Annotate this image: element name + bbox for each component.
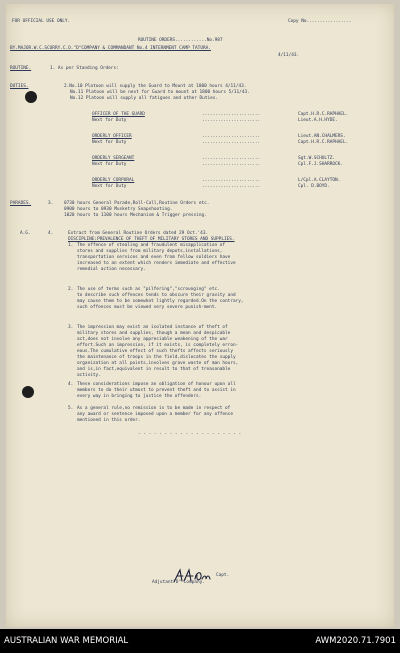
duties-line: 2.No.10 Platoon will supply the Guard to Mount at 1800 hours 4/11/43. bbox=[64, 84, 247, 89]
duty-dots: ...................... bbox=[202, 134, 261, 139]
parades-line: 0730 hours General Parade,Roll-Call,Routine Orders etc. bbox=[64, 201, 210, 206]
duty-next-label: Next for Duty bbox=[92, 118, 127, 123]
routine-text: 1. As per Standing Orders: bbox=[50, 66, 119, 71]
duty-next-name: Cpl.F.J.SHARROCK. bbox=[298, 162, 343, 167]
archive-reference: AWM2020.71.7901 bbox=[315, 636, 396, 646]
duty-next-name: Cpl. D.BOYD. bbox=[298, 184, 330, 189]
routine-label: ROUTINE. bbox=[10, 66, 32, 71]
duty-next-label: Next for Duty bbox=[92, 184, 127, 189]
archive-footer bbox=[0, 629, 400, 653]
duty-dots: ...................... bbox=[202, 140, 261, 145]
paragraph-line: to describe such offences tends to obscure their gravity and bbox=[77, 293, 236, 298]
paragraph-line: organization at all points,involves grave waste of man hours, bbox=[77, 361, 239, 366]
paragraph-line: such offences must be viewed very severe punish-ment. bbox=[77, 305, 218, 310]
duties-line: No.12 Platoon will supply all fatigues and other Duties. bbox=[70, 96, 219, 101]
paragraph-line: increased to an extent which renders immediate and effective bbox=[77, 261, 236, 266]
by-line: BY.MAJOR.W.C.SCURRY.C.O."D"COMPANY & COMMANDANT No.4 INTERNMENT CAMP TATURA. bbox=[10, 46, 211, 51]
duties-label: DUTIES. bbox=[10, 84, 29, 89]
paragraph-line: act,does not involve any appreciable weakening of the war bbox=[77, 337, 228, 342]
paragraph-line: effort.Such an impression, if it exists, is completely erron- bbox=[77, 343, 239, 348]
punch-hole bbox=[25, 91, 37, 103]
paragraph-line: every way in bringing to justice the offenders. bbox=[77, 394, 202, 399]
parades-label: PARADES. bbox=[10, 201, 32, 206]
paragraph-line: and is,in fact,equivalent in result to that of treasonable bbox=[77, 367, 231, 372]
duty-dots: ...................... bbox=[202, 162, 261, 167]
duty-name: Capt.H.R.C.RAPHAEL. bbox=[298, 112, 349, 117]
duty-dots: ...................... bbox=[202, 112, 261, 117]
parades-line: 1020 hours to 1100 hours Mechanism & Trigger pressing. bbox=[64, 213, 207, 218]
paragraph-line: The impression may exist an isolated instance of theft of bbox=[77, 325, 228, 330]
paragraph-line: transportation services and even from fellow soldiers have bbox=[77, 255, 231, 260]
paragraph-line: The offence of stealing and fraudulent misapplication of bbox=[77, 243, 226, 248]
section-subtitle: DISCIPLINE:PREVALENCE OF THEFT OF MILITARY STORES AND SUPPLIES. bbox=[68, 237, 235, 242]
paragraph-line: activity. bbox=[77, 373, 101, 378]
paragraph-number: 1. bbox=[68, 243, 74, 248]
duty-dots: ...................... bbox=[202, 178, 261, 183]
section-title: Extract from General Routine Orders dated 29 Oct.'43. bbox=[68, 231, 209, 236]
duty-role: OFFICER OF THE GUARD bbox=[92, 112, 145, 117]
duty-role: ORDERLY SERGEANT bbox=[92, 156, 135, 161]
paragraph-number: 3. bbox=[68, 325, 74, 330]
paragraph-number: 2. bbox=[68, 287, 74, 292]
duty-next-label: Next for Duty bbox=[92, 162, 127, 167]
duties-line: No.11 Platoon will be next for Guard to mount at 1800 hours 5/11/43. bbox=[70, 90, 250, 95]
section-separator: - - - - - - - - - - - - - - - - - - - - bbox=[138, 432, 242, 437]
paragraph-line: stores and supplies from military depots,installations, bbox=[77, 249, 223, 254]
duty-next-label: Next for Duty bbox=[92, 140, 127, 145]
duty-role: ORDERLY CORPORAL bbox=[92, 178, 135, 183]
punch-hole bbox=[22, 386, 34, 398]
classification-label: FOR OFFICIAL USE ONLY. bbox=[12, 19, 71, 24]
parades-line: 0900 hours to 0930 Musketry Snapshooting. bbox=[64, 207, 173, 212]
paragraph-line: military stores and supplies, though a mean and despicable bbox=[77, 331, 231, 336]
parades-number: 3. bbox=[48, 201, 54, 206]
copy-number: Copy No................. bbox=[288, 19, 352, 24]
section-label: A.G. bbox=[20, 231, 31, 236]
signature-title: Adjutant"D" Company. bbox=[152, 580, 205, 585]
order-date: 4/11/43. bbox=[278, 53, 300, 58]
paragraph-line: the maintenance of troops in the field,dislocates the supply bbox=[77, 355, 236, 360]
paragraph-number: 5. bbox=[68, 406, 74, 411]
paragraph-line: may cause them to be somewhat lightly regarded.On the contrary, bbox=[77, 299, 244, 304]
duty-dots: ...................... bbox=[202, 118, 261, 123]
paragraph-number: 4. bbox=[68, 382, 74, 387]
paragraph-line: As a general rule,no remission is to be made in respect of bbox=[77, 406, 231, 411]
routine-orders-heading: ROUTINE ORDERS............No.987 bbox=[138, 38, 223, 43]
paragraph-line: members to do their utmost to prevent theft and to assist in bbox=[77, 388, 236, 393]
paragraph-line: remedial action necessary. bbox=[77, 267, 146, 272]
duty-next-name: Capt.H.R.C.RAPHAEL. bbox=[298, 140, 349, 145]
duty-dots: ...................... bbox=[202, 156, 261, 161]
duty-next-name: Lieut.A.H.HYDE. bbox=[298, 118, 338, 123]
section-number: 4. bbox=[48, 231, 54, 236]
signature-rank: Capt. bbox=[216, 573, 230, 578]
paragraph-line: These considerations impose an obligation of honour upon all bbox=[77, 382, 236, 387]
duty-name: L/Cpl.A.CLAYTON. bbox=[298, 178, 341, 183]
paragraph-line: eous.The cumulative effect of such thefts affects seriously bbox=[77, 349, 233, 354]
paragraph-line: any award or sentence imposed upon a member for any offence bbox=[77, 412, 233, 417]
archive-name: AUSTRALIAN WAR MEMORIAL bbox=[4, 636, 129, 646]
duty-name: Lieut.AN.CHALMERS. bbox=[298, 134, 346, 139]
duty-role: ORDERLY OFFICER bbox=[92, 134, 132, 139]
duty-name: Sgt.W.SCHULTZ. bbox=[298, 156, 336, 161]
document-page bbox=[6, 4, 394, 627]
paragraph-line: mentioned in this order. bbox=[77, 418, 141, 423]
paragraph-line: The use of terms such as "pilfering","scrounging" etc. bbox=[77, 287, 220, 292]
duty-dots: ...................... bbox=[202, 184, 261, 189]
